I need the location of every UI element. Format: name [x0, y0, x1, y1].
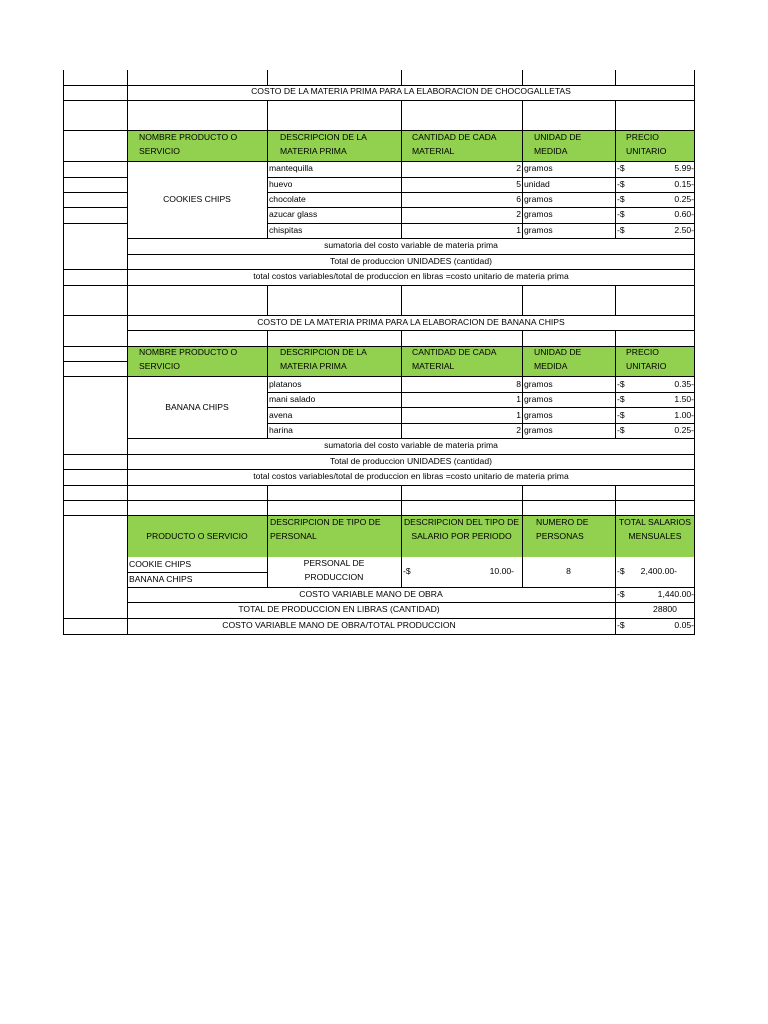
grid-line	[63, 269, 695, 270]
section1-row-price: -$ 0.25-	[617, 194, 694, 204]
section1-row-qty: 6	[516, 194, 521, 204]
section1-header-unit: UNIDAD DE MEDIDA	[534, 132, 582, 156]
grid-line	[63, 346, 695, 347]
grid-line	[267, 70, 268, 85]
grid-line	[615, 285, 616, 315]
grid-line	[63, 130, 695, 131]
section3-labor-cost-value: -$ 1,440.00-	[617, 589, 694, 599]
section3-header-persons: NUMERO DE PERSONAS	[536, 517, 589, 541]
grid-line	[267, 407, 695, 408]
section3-total-salaries: -$ 2,400.00-	[617, 566, 677, 576]
section1-row-material: huevo	[269, 179, 293, 189]
section3-header-personal-type: DESCRIPCION DE TIPO DE PERSONAL	[270, 517, 381, 541]
grid-line	[127, 238, 695, 239]
section1-row-material: mantequilla	[269, 163, 313, 173]
section2-row-price: -$ 0.35-	[617, 379, 694, 389]
section3-salary: -$ 10.00-	[403, 566, 514, 576]
grid-line	[63, 207, 127, 208]
section1-sum-label: sumatoria del costo variable de materia prima	[324, 240, 498, 250]
section2-row-material: avena	[269, 410, 293, 420]
grid-line	[63, 500, 695, 501]
section2-row-qty: 8	[516, 379, 521, 389]
section1-row-unit: gramos	[524, 225, 553, 235]
grid-line	[615, 100, 616, 238]
section2-row-price: -$ 1.50-	[617, 394, 694, 404]
section2-total-label: Total de produccion UNIDADES (cantidad)	[330, 456, 492, 466]
section1-header-description: DESCRIPCION DE LA MATERIA PRIMA	[280, 132, 367, 156]
section1-row-price: -$ 5.99-	[617, 163, 694, 173]
grid-line	[63, 469, 695, 470]
section3-header-product: PRODUCTO O SERVICIO	[146, 531, 248, 541]
grid-line	[63, 192, 127, 193]
section3-header-salary-type: DESCRIPCION DEL TIPO DE SALARIO POR PERIODO	[403, 517, 520, 541]
section3-production-label: TOTAL DE PRODUCCION EN LIBRAS (CANTIDAD)	[238, 604, 440, 614]
section2-sum-label: sumatoria del costo variable de materia prima	[324, 440, 498, 450]
section3-personal: PERSONAL DE PRODUCCION	[303, 558, 365, 582]
grid-line	[267, 330, 268, 438]
section1-row-material: azucar glass	[269, 209, 318, 219]
grid-line	[615, 485, 616, 634]
grid-line	[267, 392, 695, 393]
grid-line	[522, 285, 523, 315]
section1-header-price: PRECIO UNITARIO	[626, 132, 667, 156]
section3-production-value: 28800	[653, 604, 677, 614]
grid-line	[401, 330, 402, 438]
section1-row-unit: gramos	[524, 209, 553, 219]
grid-line	[127, 572, 267, 573]
grid-line	[267, 485, 268, 587]
grid-line	[63, 177, 127, 178]
section3-unit-labor-value: -$ 0.05-	[617, 620, 694, 630]
section3-persons: 8	[566, 566, 571, 576]
section1-row-qty: 1	[516, 225, 521, 235]
grid-line	[694, 70, 695, 635]
grid-line	[401, 285, 402, 315]
grid-line	[267, 285, 268, 315]
section1-total-label: Total de produccion UNIDADES (cantidad)	[330, 256, 492, 266]
section2-header-price: PRECIO UNITARIO	[626, 347, 667, 371]
section2-row-qty: 1	[516, 394, 521, 404]
grid-line	[127, 602, 695, 603]
section1-row-price: -$ 0.60-	[617, 209, 694, 219]
section1-row-material: chispitas	[269, 225, 303, 235]
grid-line	[522, 485, 523, 587]
grid-line	[267, 177, 695, 178]
section1-header-quantity: CANTIDAD DE CADA MATERIAL	[412, 132, 497, 156]
grid-line	[615, 70, 616, 85]
grid-line	[267, 207, 695, 208]
section2-header-unit: UNIDAD DE MEDIDA	[534, 347, 582, 371]
grid-line	[63, 85, 695, 86]
section1-row-unit: gramos	[524, 194, 553, 204]
section1-product-name: COOKIES CHIPS	[163, 194, 231, 204]
section2-row-material: platanos	[269, 379, 302, 389]
grid-line	[522, 100, 523, 238]
section2-row-qty: 2	[516, 425, 521, 435]
grid-line	[401, 100, 402, 238]
grid-line	[63, 634, 695, 635]
grid-line	[63, 618, 695, 619]
grid-line	[267, 423, 695, 424]
grid-line	[63, 361, 127, 362]
grid-line	[63, 515, 695, 516]
section2-header-quantity: CANTIDAD DE CADA MATERIAL	[412, 347, 497, 371]
section2-row-unit: gramos	[524, 425, 553, 435]
section1-row-price: -$ 0.15-	[617, 179, 694, 189]
section2-header-product: NOMBRE PRODUCTO O SERVICIO	[139, 347, 238, 371]
grid-line	[63, 485, 695, 486]
section2-header-description: DESCRIPCION DE LA MATERIA PRIMA	[280, 347, 367, 371]
section1-row-qty: 2	[516, 209, 521, 219]
section1-row-qty: 2	[516, 163, 521, 173]
grid-line	[63, 454, 695, 455]
grid-line	[522, 330, 523, 438]
section1-row-unit: unidad	[524, 179, 550, 189]
section3-header-total-salaries: TOTAL SALARIOS MENSUALES	[619, 517, 691, 541]
section2-row-unit: gramos	[524, 394, 553, 404]
grid-line	[127, 254, 695, 255]
section2-unit-cost-label: total costos variables/total de produccion en libras =costo unitario de materia prima	[253, 471, 569, 481]
grid-line	[267, 100, 268, 238]
section1-row-unit: gramos	[524, 163, 553, 173]
section2-title: COSTO DE LA MATERIA PRIMA PARA LA ELABORACION DE BANANA CHIPS	[257, 317, 565, 327]
grid-line	[127, 438, 695, 439]
section1-unit-cost-label: total costos variables/total de produccion en libras =costo unitario de materia prima	[253, 271, 569, 281]
section2-row-qty: 1	[516, 410, 521, 420]
grid-line	[63, 223, 127, 224]
section2-row-price: -$ 1.00-	[617, 410, 694, 420]
section1-row-qty: 5	[516, 179, 521, 189]
section2-row-material: harina	[269, 425, 293, 435]
section2-row-unit: gramos	[524, 379, 553, 389]
grid-line	[267, 192, 695, 193]
grid-line	[63, 70, 64, 635]
section2-row-material: mani salado	[269, 394, 316, 404]
grid-line	[63, 315, 695, 316]
grid-line	[522, 70, 523, 85]
section3-product: BANANA CHIPS	[129, 574, 193, 584]
grid-line	[63, 100, 695, 101]
grid-line	[127, 70, 128, 635]
section1-title: COSTO DE LA MATERIA PRIMA PARA LA ELABORACION DE CHOCOGALLETAS	[251, 86, 571, 96]
grid-line	[615, 330, 616, 438]
grid-line	[63, 376, 695, 377]
grid-line	[401, 485, 402, 587]
grid-line	[63, 285, 695, 286]
grid-line	[127, 587, 695, 588]
section2-row-price: -$ 0.25-	[617, 425, 694, 435]
grid-line	[63, 161, 695, 162]
section1-header-product: NOMBRE PRODUCTO O SERVICIO	[139, 132, 238, 156]
section1-row-price: -$ 2.50-	[617, 225, 694, 235]
section2-row-unit: gramos	[524, 410, 553, 420]
grid-line	[401, 70, 402, 85]
section3-product: COOKIE CHIPS	[129, 559, 192, 569]
section2-product-name: BANANA CHIPS	[165, 402, 229, 412]
grid-line	[267, 223, 695, 224]
section1-row-material: chocolate	[269, 194, 306, 204]
section3-labor-cost-label: COSTO VARIABLE MANO DE OBRA	[299, 589, 443, 599]
grid-line	[127, 330, 695, 331]
section3-unit-labor-label: COSTO VARIABLE MANO DE OBRA/TOTAL PRODUCCION	[222, 620, 456, 630]
